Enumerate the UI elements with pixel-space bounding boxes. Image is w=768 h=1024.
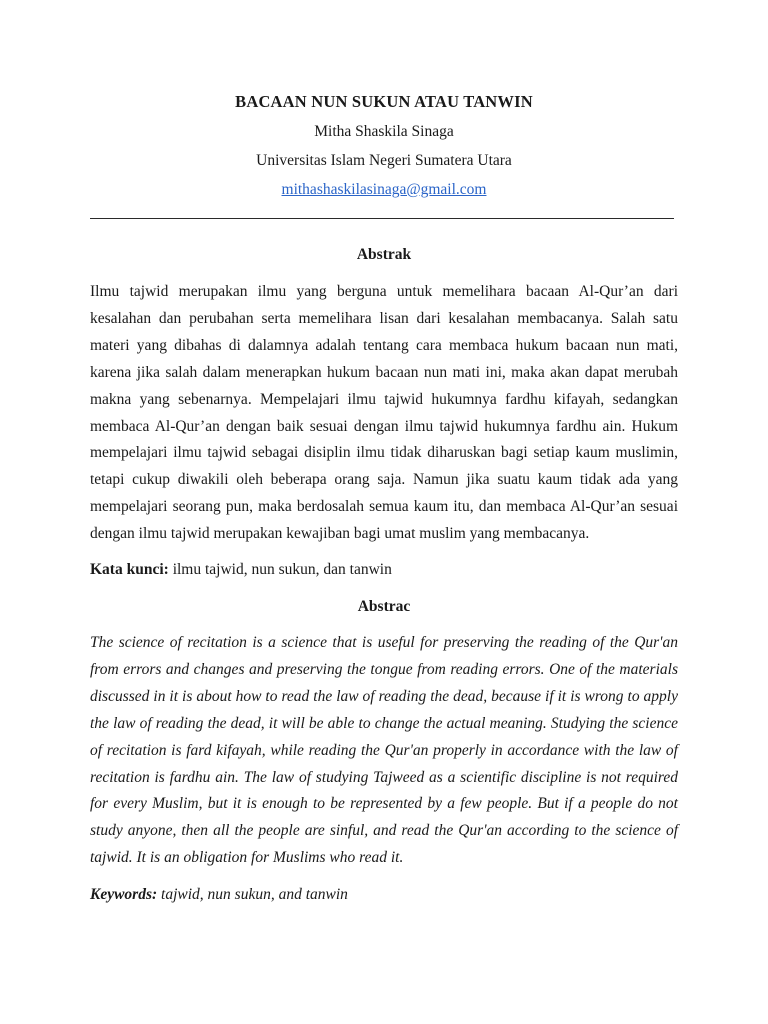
author-name: Mitha Shaskila Sinaga [314, 123, 454, 140]
keywords-line [90, 886, 678, 904]
abstrac-paragraph: The science of recitation is a science that is useful for preserving the reading of the Qur'an from errors and changes and preserving the tongue from reading errors. One of the materials discussed in it is about how to read the law of reading the dead, because if it is wrong to apply the law of reading the dead, it will be able to change the actual meaning. Studying the science of recitation is fard kifayah, while reading the Qur'an properly in accordance with the law of recitation is fardhu ain. The law of studying Tajweed as a scientific discipline is not required for every Muslim, but it is enough to be represented by a few people. But if a people do not study anyone, then all the people are sinful, and read the Qur'an according to the science of tajwid. It is an obligation for Muslims who read it. [90, 634, 678, 867]
author-email-link[interactable]: mithashaskilasinaga@gmail.com [281, 181, 487, 198]
paper-title: BACAAN NUN SUKUN ATAU TANWIN [235, 92, 533, 111]
keywords-label: Keywords: [90, 886, 158, 903]
kata-kunci-line [90, 561, 678, 579]
abstrac-heading: Abstrac [357, 598, 411, 615]
keywords-values: tajwid, nun sukun, and tanwin [157, 886, 348, 903]
abstrak-heading: Abstrak [356, 246, 412, 263]
author-affiliation: Universitas Islam Negeri Sumatera Utara [256, 152, 512, 169]
abstrak-paragraph: Ilmu tajwid merupakan ilmu yang berguna untuk memelihara bacaan Al-Qur’an dari kesalahan dan perubahan serta memelihara lisan dari kesalahan membacanya. Salah satu materi yang dibahas di dalamnya adalah tentang cara membaca hukum bacaan nun mati, karena jika salah dalam menerapkan hukum bacaan nun mati ini, maka akan dapat merubah makna yang sebenarnya. Mempelajari ilmu tajwid hukumnya fardhu kifayah, sedangkan membaca Al-Qur’an dengan baik sesuai dengan ilmu tajwid hukumnya fardhu ain. Hukum mempelajari ilmu tajwid sebagai disiplin ilmu tidak diharuskan bagi setiap kaum muslimin, tetapi cukup diwakili oleh beberapa orang saja. Namun jika suatu kaum tidak ada yang mempelajari seorang pun, maka berdosalah semua kaum itu, dan membaca Al-Qur’an sesuai dengan ilmu tajwid merupakan kewajiban bagi umat muslim yang membacanya. [90, 283, 678, 543]
kata-kunci-values: ilmu tajwid, nun sukun, dan tanwin [168, 561, 392, 578]
header-divider [90, 218, 674, 219]
kata-kunci-label: Kata kunci: [90, 561, 169, 578]
